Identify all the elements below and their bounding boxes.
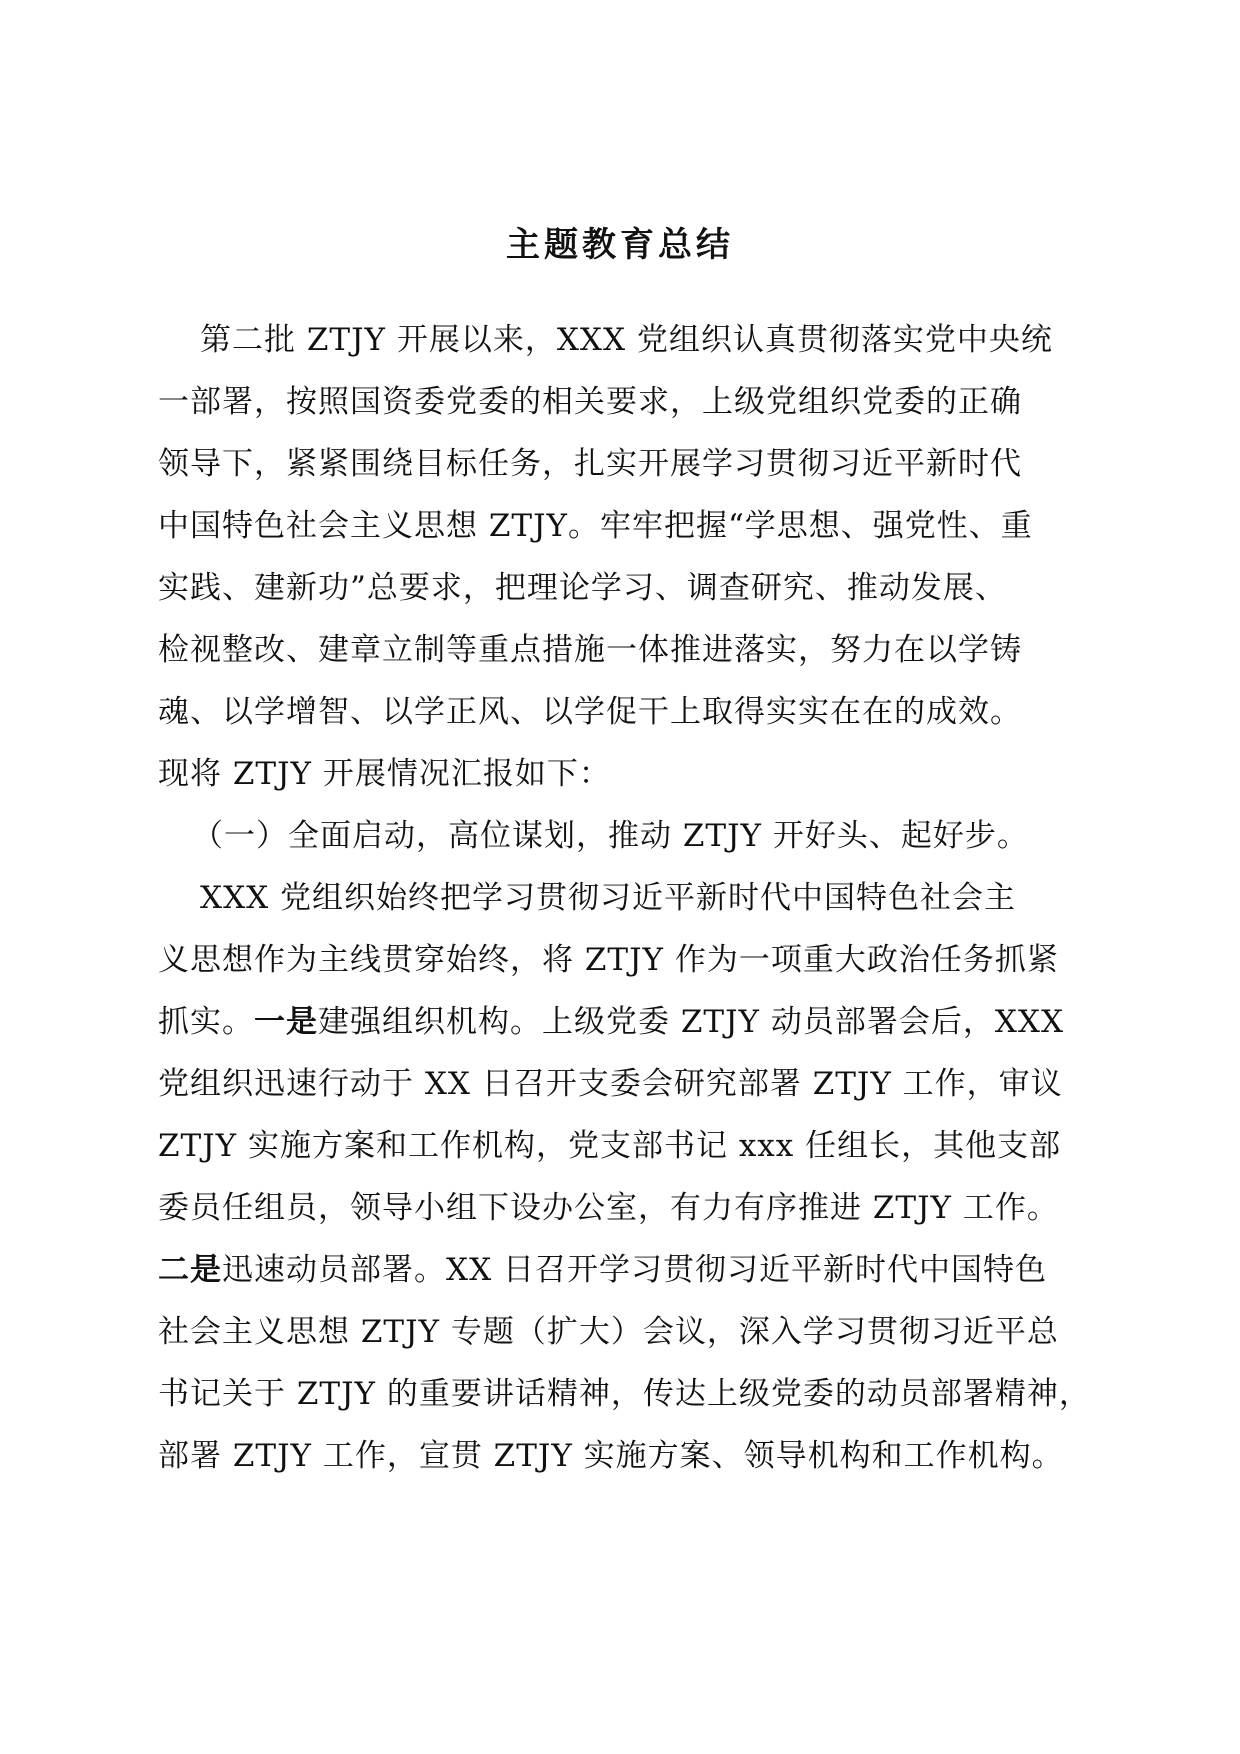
paragraph2-line-2: 义思想作为主线贯穿始终，将 ZTJY 作为一项重大政治任务抓紧 <box>158 942 1059 978</box>
paragraph2-line-1: XXX 党组织始终把学习贯彻习近平新时代中国特色社会主 <box>200 880 1017 916</box>
paragraph1-line-5: 实践、建新功”总要求，把理论学习、调查研究、推动发展、 <box>158 570 1007 606</box>
paragraph2-line-8: 社会主义思想 ZTJY 专题（扩大）会议，深入学习贯彻习近平总 <box>158 1314 1059 1350</box>
section1-heading: （一）全面启动，高位谋划，推动 ZTJY 开好头、起好步。 <box>192 818 1029 854</box>
paragraph2-line-9: 书记关于 ZTJY 的重要讲话精神，传达上级党委的动员部署精神， <box>158 1376 1091 1412</box>
paragraph2-line-10: 部署 ZTJY 工作，宣贯 ZTJY 实施方案、领导机构和工作机构。 <box>158 1438 1064 1474</box>
paragraph2-line-5: ZTJY 实施方案和工作机构，党支部书记 xxx 任组长，其他支部 <box>158 1128 1062 1164</box>
paragraph1-line-1: 第二批 ZTJY 开展以来，XXX 党组织认真贯彻落实党中央统 <box>200 322 1053 358</box>
paragraph1-line-6: 检视整改、建章立制等重点措施一体推进落实，努力在以学铸 <box>158 632 1022 668</box>
paragraph2-line-6: 委员任组员，领导小组下设办公室，有力有序推进 ZTJY 工作。 <box>158 1190 1059 1226</box>
paragraph2-line-3-post: 建强组织机构。上级党委 ZTJY 动员部署会后，XXX <box>318 1004 1065 1040</box>
second-point-marker: 二是 <box>158 1252 222 1288</box>
first-point-marker: 一是 <box>254 1004 318 1040</box>
paragraph2-line-7 <box>158 1248 1047 1292</box>
paragraph2-line-3-pre: 抓实。 <box>158 1004 254 1040</box>
paragraph2-line-7-post: 迅速动员部署。XX 日召开学习贯彻习近平新时代中国特色 <box>222 1252 1047 1288</box>
paragraph1-line-2: 一部署，按照国资委党委的相关要求，上级党组织党委的正确 <box>158 384 1022 420</box>
paragraph1-line-7: 魂、以学增智、以学正风、以学促干上取得实实在在的成效。 <box>158 694 1022 730</box>
paragraph1-line-3: 领导下，紧紧围绕目标任务，扎实开展学习贯彻习近平新时代 <box>158 446 1022 482</box>
paragraph2-line-3 <box>158 1000 1064 1044</box>
paragraph1-line-8: 现将 ZTJY 开展情况汇报如下： <box>158 756 611 792</box>
paragraph1-line-4: 中国特色社会主义思想 ZTJY。牢牢把握“学思想、强党性、重 <box>158 508 1033 544</box>
document-title: 主题教育总结 <box>506 225 734 265</box>
paragraph2-line-4: 党组织迅速行动于 XX 日召开支委会研究部署 ZTJY 工作，审议 <box>158 1066 1063 1102</box>
